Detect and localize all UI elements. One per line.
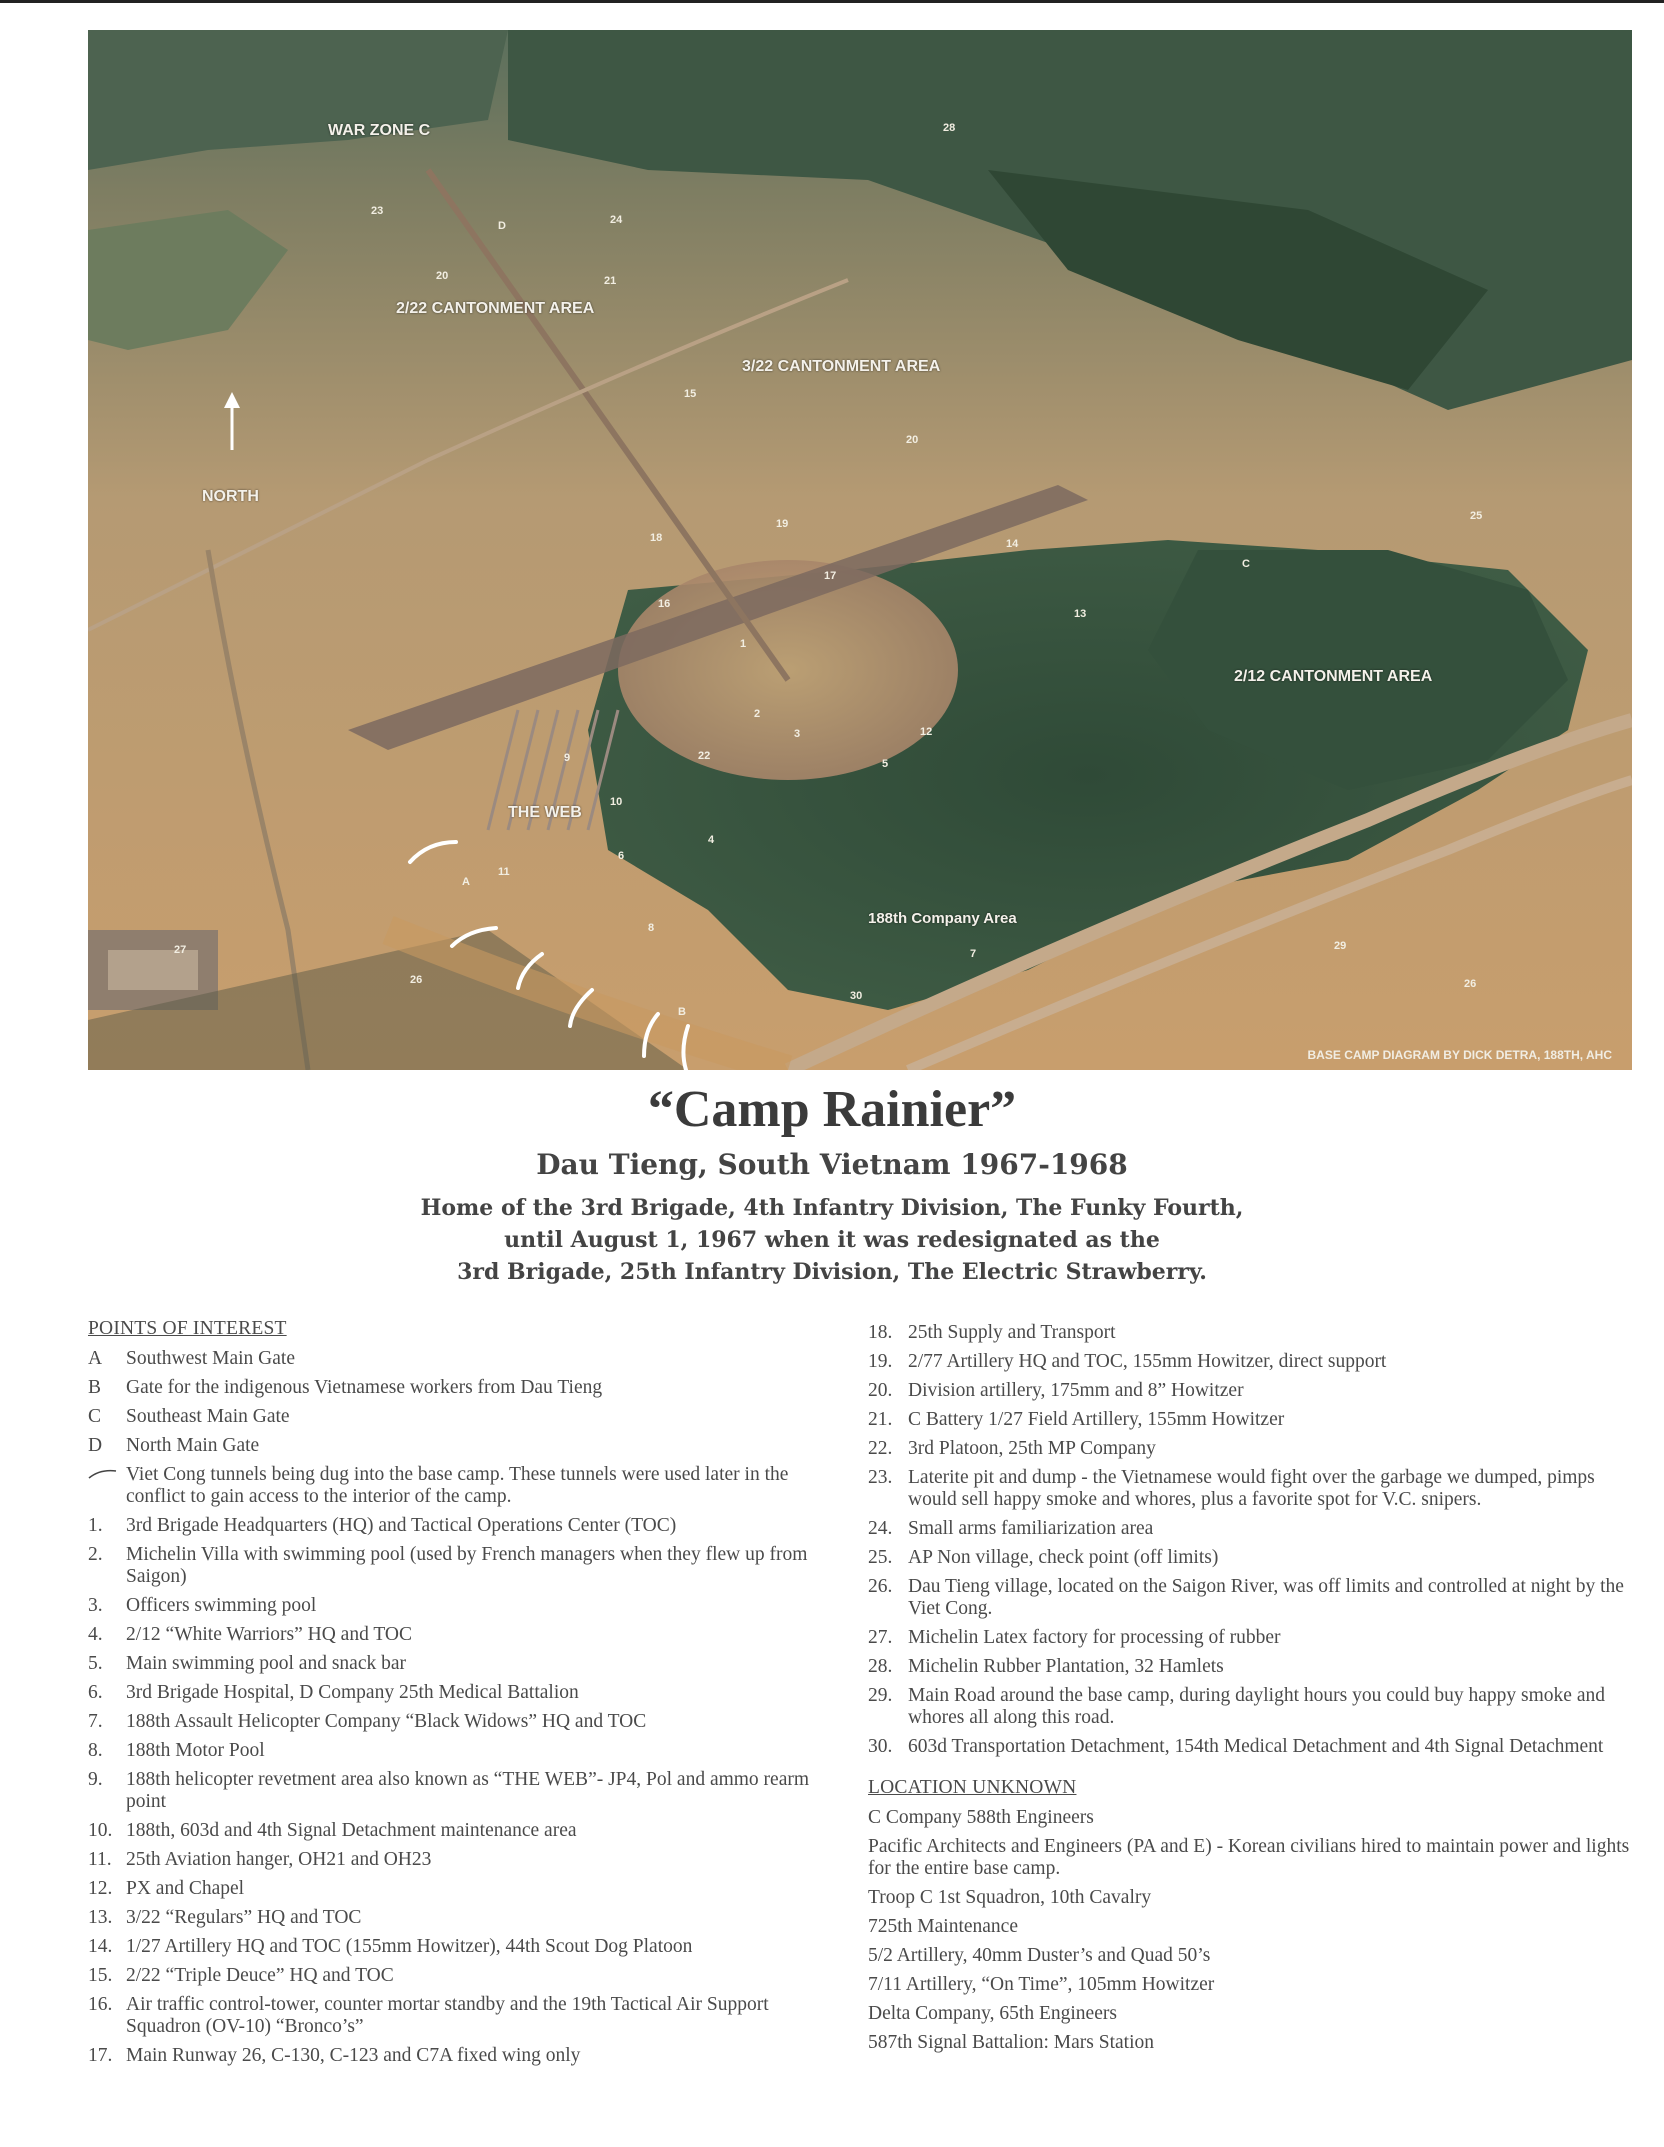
poi-text: PX and Chapel (126, 1878, 245, 1899)
poi-number: 9. (88, 1769, 103, 1790)
poi-item (88, 1849, 848, 1871)
poi-number: 14. (88, 1936, 113, 1957)
poi-number: 10. (88, 1820, 113, 1841)
aerial-photo (88, 30, 1632, 1070)
poi-text: Laterite pit and dump - the Vietnamese would fight over the garbage we dumped, pimps would sell happy smoke and whores, plus a favorite spot for V.C. snipers. (908, 1467, 1595, 1510)
label-3-22-cantonment: 3/22 CANTONMENT AREA (742, 358, 941, 375)
map-marker: 27 (174, 944, 187, 956)
poi-item (88, 1820, 848, 1842)
page-subtitle: Dau Tieng, South Vietnam 1967-1968 (536, 1148, 1128, 1181)
top-rule (0, 0, 1664, 3)
description-line: Home of the 3rd Brigade, 4th Infantry Division, The Funky Fourth, (420, 1195, 1244, 1221)
poi-text: Main Road around the base camp, during daylight hours you could buy happy smoke and whores all along this road. (908, 1685, 1605, 1728)
map-marker: 17 (824, 570, 837, 582)
poi-item (88, 1769, 848, 1813)
poi-number: 11. (88, 1849, 112, 1870)
poi-number: 19. (868, 1351, 893, 1372)
poi-number: 28. (868, 1656, 893, 1677)
map-marker: 16 (658, 598, 671, 610)
poi-number: 27. (868, 1627, 893, 1648)
poi-number: 23. (868, 1467, 893, 1488)
poi-item (868, 1576, 1638, 1620)
poi-text: Main Runway 26, C-130, C-123 and C7A fixed wing only (126, 2045, 581, 2066)
gate-key: C (88, 1406, 102, 1427)
map-marker: 24 (610, 214, 623, 226)
poi-item (868, 1380, 1638, 1402)
poi-number: 1. (88, 1515, 103, 1536)
poi-number: 12. (88, 1878, 113, 1899)
poi-text: Small arms familiarization area (908, 1518, 1154, 1539)
gate-item (88, 1377, 848, 1399)
poi-item (88, 1624, 848, 1646)
map-marker: 1 (740, 638, 747, 650)
poi-text: 25th Aviation hanger, OH21 and OH23 (126, 1849, 432, 1870)
map-marker: 18 (650, 532, 663, 544)
poi-text: Michelin Latex factory for processing of rubber (908, 1627, 1281, 1648)
poi-text: 3rd Brigade Headquarters (HQ) and Tactical Operations Center (TOC) (126, 1515, 677, 1536)
gate-item (88, 1435, 848, 1457)
map-marker: 14 (1006, 538, 1019, 550)
map-marker: 30 (850, 990, 863, 1002)
poi-number: 29. (868, 1685, 893, 1706)
gate-text: Gate for the indigenous Vietnamese workers from Dau Tieng (126, 1377, 603, 1398)
map-marker: 4 (708, 834, 715, 846)
poi-number: 25. (868, 1547, 893, 1568)
poi-item (88, 1544, 848, 1588)
poi-number: 5. (88, 1653, 103, 1674)
poi-text: 188th, 603d and 4th Signal Detachment maintenance area (126, 1820, 577, 1841)
poi-item (88, 1878, 848, 1900)
poi-item (88, 1740, 848, 1762)
poi-item (868, 1518, 1638, 1540)
map-marker: 10 (610, 796, 623, 808)
poi-item (868, 1409, 1638, 1431)
poi-text: C Battery 1/27 Field Artillery, 155mm Howitzer (908, 1409, 1285, 1430)
poi-text: Division artillery, 175mm and 8” Howitzer (908, 1380, 1244, 1401)
poi-text: 3rd Platoon, 25th MP Company (908, 1438, 1156, 1459)
unknown-item: Delta Company, 65th Engineers (868, 2003, 1117, 2024)
poi-text: 188th Assault Helicopter Company “Black Widows” HQ and TOC (126, 1711, 647, 1732)
aerial-photo-drawing (88, 30, 1632, 1070)
poi-item (868, 1322, 1638, 1344)
map-marker: 2 (754, 708, 761, 720)
page-description (0, 1192, 1664, 1288)
gate-key: A (88, 1348, 103, 1369)
points-of-interest-right (868, 1322, 1638, 2061)
label-the-web: THE WEB (508, 804, 582, 821)
map-marker: 9 (564, 752, 571, 764)
poi-number: 16. (88, 1994, 113, 2015)
map-marker: 22 (698, 750, 711, 762)
map-marker: 29 (1334, 940, 1347, 952)
poi-text: Air traffic control-tower, counter mortar standby and the 19th Tactical Air Support Squadron (OV-10) “Bronco’s” (126, 1994, 769, 2037)
poi-item (88, 1682, 848, 1704)
gate-text: North Main Gate (126, 1435, 260, 1456)
location-unknown-heading: LOCATION UNKNOWN (868, 1777, 1077, 1798)
poi-number: 17. (88, 2045, 113, 2066)
poi-item (88, 1994, 848, 2038)
poi-text: 603d Transportation Detachment, 154th Medical Detachment and 4th Signal Detachment (908, 1736, 1604, 1757)
map-marker: 21 (604, 275, 617, 287)
map-marker: 11 (498, 866, 510, 878)
label-2-22-cantonment: 2/22 CANTONMENT AREA (396, 300, 595, 317)
photo-credit: BASE CAMP DIAGRAM BY DICK DETRA, 188TH, AHC (1307, 1048, 1612, 1062)
poi-text: Michelin Villa with swimming pool (used by French managers when they flew up from Saigon) (126, 1544, 808, 1587)
unknown-item: 5/2 Artillery, 40mm Duster’s and Quad 50’s (868, 1945, 1211, 1966)
poi-item (88, 1965, 848, 1987)
map-marker: C (1242, 558, 1250, 570)
points-of-interest-left (88, 1318, 848, 2074)
map-marker: 5 (882, 758, 889, 770)
poi-number: 20. (868, 1380, 893, 1401)
poi-item (868, 1547, 1638, 1569)
poi-text: Officers swimming pool (126, 1595, 317, 1616)
unknown-item: C Company 588th Engineers (868, 1807, 1094, 1828)
poi-number: 2. (88, 1544, 103, 1565)
description-line: 3rd Brigade, 25th Infantry Division, The Electric Strawberry. (457, 1259, 1207, 1285)
poi-number: 15. (88, 1965, 113, 1986)
map-marker: 19 (776, 518, 789, 530)
map-marker: 23 (371, 205, 384, 217)
gate-key: D (88, 1435, 103, 1456)
poi-item (868, 1736, 1638, 1758)
unknown-item: 587th Signal Battalion: Mars Station (868, 2032, 1154, 2053)
poi-text: AP Non village, check point (off limits) (908, 1547, 1219, 1568)
tunnel-line-icon (88, 1464, 126, 1508)
map-marker: A (462, 876, 470, 888)
poi-item (868, 1656, 1638, 1678)
poi-item (868, 1438, 1638, 1460)
poi-number: 4. (88, 1624, 103, 1645)
tunnel-text: Viet Cong tunnels being dug into the base camp. These tunnels were used later in the conflict to gain access to the interior of the camp. (126, 1464, 789, 1507)
poi-item (88, 1907, 848, 1929)
poi-number: 13. (88, 1907, 113, 1928)
description-line: until August 1, 1967 when it was redesignated as the (504, 1227, 1160, 1253)
poi-text: 3rd Brigade Hospital, D Company 25th Medical Battalion (126, 1682, 579, 1703)
poi-text: 188th Motor Pool (126, 1740, 265, 1761)
poi-item (868, 1627, 1638, 1649)
map-marker: 26 (1464, 978, 1477, 990)
poi-text: 3/22 “Regulars” HQ and TOC (126, 1907, 362, 1928)
map-marker: 15 (684, 388, 697, 400)
gate-text: Southwest Main Gate (126, 1348, 295, 1369)
poi-text: Michelin Rubber Plantation, 32 Hamlets (908, 1656, 1224, 1677)
map-marker: 3 (794, 728, 801, 740)
gate-text: Southeast Main Gate (126, 1406, 290, 1427)
poi-text: 2/22 “Triple Deuce” HQ and TOC (126, 1965, 394, 1986)
poi-number: 26. (868, 1576, 893, 1597)
map-marker: 7 (970, 948, 977, 960)
label-north: NORTH (202, 488, 259, 505)
map-marker: B (678, 1006, 686, 1018)
tunnel-item (88, 1464, 848, 1508)
map-marker: 20 (906, 434, 919, 446)
poi-item (88, 1711, 848, 1733)
map-marker: 13 (1074, 608, 1087, 620)
unknown-item: Troop C 1st Squadron, 10th Cavalry (868, 1887, 1152, 1908)
label-war-zone-c: WAR ZONE C (328, 122, 431, 139)
poi-item (88, 2045, 848, 2067)
unknown-item: Pacific Architects and Engineers (PA and E) - Korean civilians hired to maintain power and lights for the entire base camp. (868, 1836, 1630, 1879)
unknown-item: 7/11 Artillery, “On Time”, 105mm Howitzer (868, 1974, 1215, 1995)
poi-number: 6. (88, 1682, 103, 1703)
unknown-item: 725th Maintenance (868, 1916, 1018, 1937)
label-2-12-cantonment: 2/12 CANTONMENT AREA (1234, 668, 1433, 685)
gate-item (88, 1348, 848, 1370)
poi-number: 7. (88, 1711, 103, 1732)
poi-text: 2/77 Artillery HQ and TOC, 155mm Howitzer, direct support (908, 1351, 1387, 1372)
map-marker: 25 (1470, 510, 1483, 522)
poi-item (88, 1515, 848, 1537)
poi-number: 24. (868, 1518, 893, 1539)
poi-text: 1/27 Artillery HQ and TOC (155mm Howitzer), 44th Scout Dog Platoon (126, 1936, 693, 1957)
label-188th-company-area: 188th Company Area (868, 910, 1017, 927)
poi-number: 3. (88, 1595, 103, 1616)
poi-item (868, 1685, 1638, 1729)
poi-number: 30. (868, 1736, 893, 1757)
poi-item (88, 1936, 848, 1958)
points-heading: POINTS OF INTEREST (88, 1318, 287, 1339)
poi-item (868, 1467, 1638, 1511)
poi-text: 188th helicopter revetment area also known as “THE WEB”- JP4, Pol and ammo rearm point (126, 1769, 810, 1812)
poi-text: 25th Supply and Transport (908, 1322, 1116, 1343)
gate-item (88, 1406, 848, 1428)
poi-item (88, 1595, 848, 1617)
map-marker: 8 (648, 922, 655, 934)
poi-number: 8. (88, 1740, 103, 1761)
poi-text: Dau Tieng village, located on the Saigon River, was off limits and controlled at night by the Viet Cong. (908, 1576, 1624, 1619)
poi-item (868, 1351, 1638, 1373)
page-title: “Camp Rainier” (647, 1081, 1017, 1138)
map-marker: 20 (436, 270, 449, 282)
poi-item (88, 1653, 848, 1675)
poi-text: Main swimming pool and snack bar (126, 1653, 406, 1674)
map-marker: 6 (618, 850, 625, 862)
map-marker: 12 (920, 726, 933, 738)
poi-number: 22. (868, 1438, 893, 1459)
map-marker: 28 (943, 122, 956, 134)
poi-number: 21. (868, 1409, 893, 1430)
map-marker: 26 (410, 974, 423, 986)
poi-text: 2/12 “White Warriors” HQ and TOC (126, 1624, 412, 1645)
gate-key: B (88, 1377, 102, 1398)
poi-number: 18. (868, 1322, 893, 1343)
map-marker: D (498, 220, 506, 232)
